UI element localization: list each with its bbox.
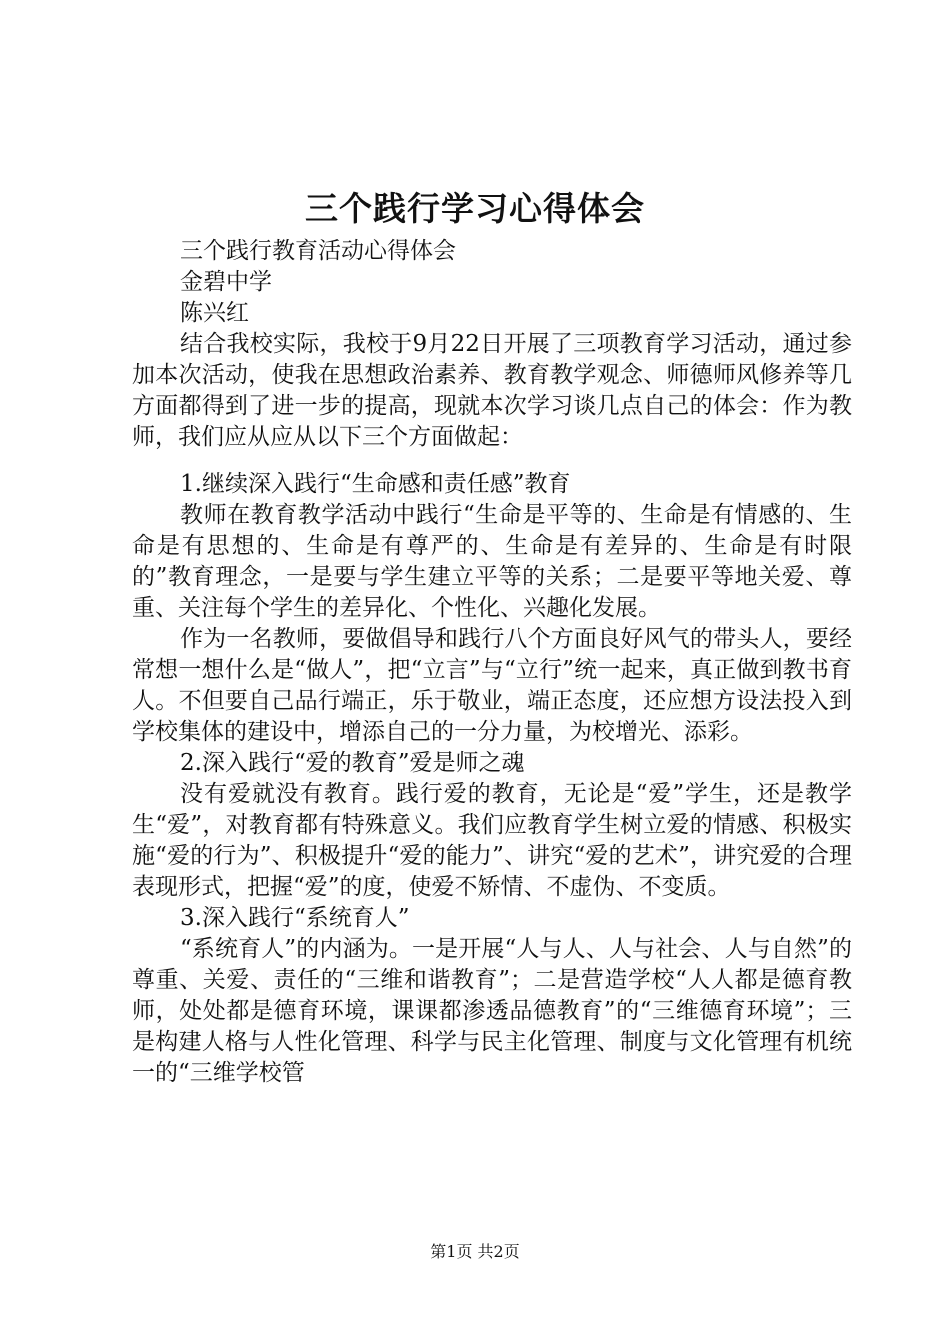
- paragraph-section-3: “系统育人”的内涵为。一是开展“人与人、人与社会、人与自然”的尊重、关爱、责任的“三维和谐教育”；二是营造学校“人人都是德育教师，处处都是德育环境，课课都渗透品德教育”的“三维德育环境”；三是构建人格与人性化管理、科学与民主化管理、制度与文化管理有机统一的“三维学校管: [132, 936, 852, 1086]
- section-heading-2: 2.深入践行“爱的教育”爱是师之魂: [180, 750, 525, 776]
- paragraph-section-1b: 作为一名教师，要做倡导和践行八个方面良好风气的带头人，要经常想一想什么是“做人”，把“立言”与“立行”统一起来，真正做到教书育人。不但要自己品行端正，乐于敬业，端正态度，还应想方设法投入到学校集体的建设中，增添自己的一分力量，为校增光、添彩。: [132, 626, 852, 745]
- paragraph-school: 金碧中学: [180, 269, 272, 295]
- paragraph-gap: [132, 453, 852, 469]
- section-heading-1: 1.继续深入践行“生命感和责任感”教育: [180, 471, 571, 497]
- document-body: [132, 236, 852, 1089]
- paragraph-section-2: 没有爱就没有教育。践行爱的教育，无论是“爱”学生，还是教学生“爱”，对教育都有特殊意义。我们应教育学生树立爱的情感、积极实施“爱的行为”、积极提升“爱的能力”、讲究“爱的艺术”，讲究爱的合理表现形式，把握“爱”的度，使爱不矫情、不虚伪、不变质。: [132, 781, 852, 900]
- section-heading-3: 3.深入践行“系统育人”: [180, 905, 410, 931]
- paragraph-section-1a: 教师在教育教学活动中践行“生命是平等的、生命是有情感的、生命是有思想的、生命是有尊严的、生命是有差异的、生命是有时限的”教育理念，一是要与学生建立平等的关系；二是要平等地关爱、尊重、关注每个学生的差异化、个性化、兴趣化发展。: [132, 502, 852, 621]
- paragraph-author: 陈兴红: [180, 300, 249, 326]
- document-title: 三个践行学习心得体会: [305, 189, 645, 228]
- paragraph-intro: 结合我校实际，我校于9月22日开展了三项教育学习活动，通过参加本次活动，使我在思想政治素养、教育教学观念、师德师风修养等几方面都得到了进一步的提高，现就本次学习谈几点自己的体会：作为教师，我们应从应从以下三个方面做起：: [132, 331, 852, 450]
- page-footer: 第1页 共2页: [430, 1242, 520, 1261]
- paragraph-subtitle: 三个践行教育活动心得体会: [180, 238, 456, 264]
